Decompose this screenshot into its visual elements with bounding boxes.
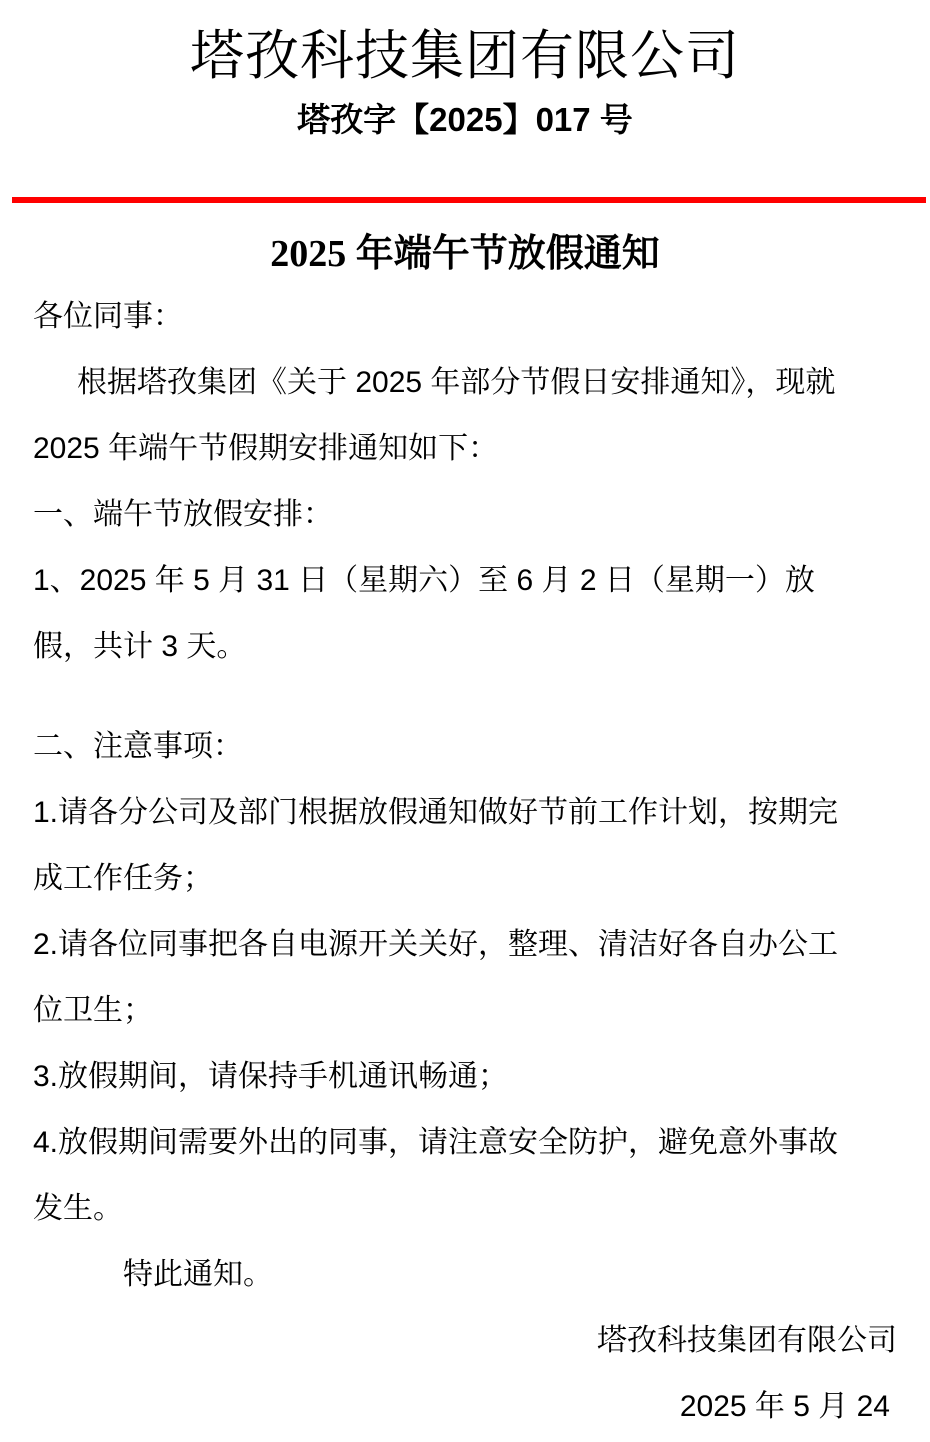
section1-item-1: 1、2025 年 5 月 31 日（星期六）至 6 月 2 日（星期一）放假，共计 3 天。 — [33, 564, 815, 663]
section2-item-2: 2.请各位同事把各自电源开关关好，整理、清洁好各自办公工位卫生； — [33, 928, 839, 1027]
section2-item-1: 1.请各分公司及部门根据放假通知做好节前工作计划，按期完成工作任务； — [33, 796, 839, 895]
signature-date: 2025 年 5 月 24 — [679, 1390, 890, 1423]
section2-item-4: 4.放假期间需要外出的同事，请注意安全防护，避免意外事故发生。 — [33, 1126, 839, 1225]
intro-paragraph: 根据塔孜集团《关于 2025 年部分节假日安排通知》，现就 2025 年端午节假期安排通知如下： — [33, 366, 836, 465]
doc-number: 塔孜字【2025】017 号 — [297, 101, 633, 138]
notice-title: 2025 年端午节放假通知 — [270, 233, 660, 275]
red-divider-line — [12, 197, 926, 203]
section2-heading: 二、注意事项： — [33, 730, 243, 763]
section2-item-3: 3.放假期间，请保持手机通讯畅通； — [33, 1060, 509, 1093]
closing-line: 特此通知。 — [123, 1258, 273, 1291]
company-title: 塔孜科技集团有限公司 — [190, 26, 740, 86]
salutation: 各位同事： — [33, 300, 183, 333]
section1-heading: 一、端午节放假安排： — [33, 498, 333, 531]
signature-company: 塔孜科技集团有限公司 — [597, 1324, 897, 1357]
notice-body — [33, 284, 897, 1440]
